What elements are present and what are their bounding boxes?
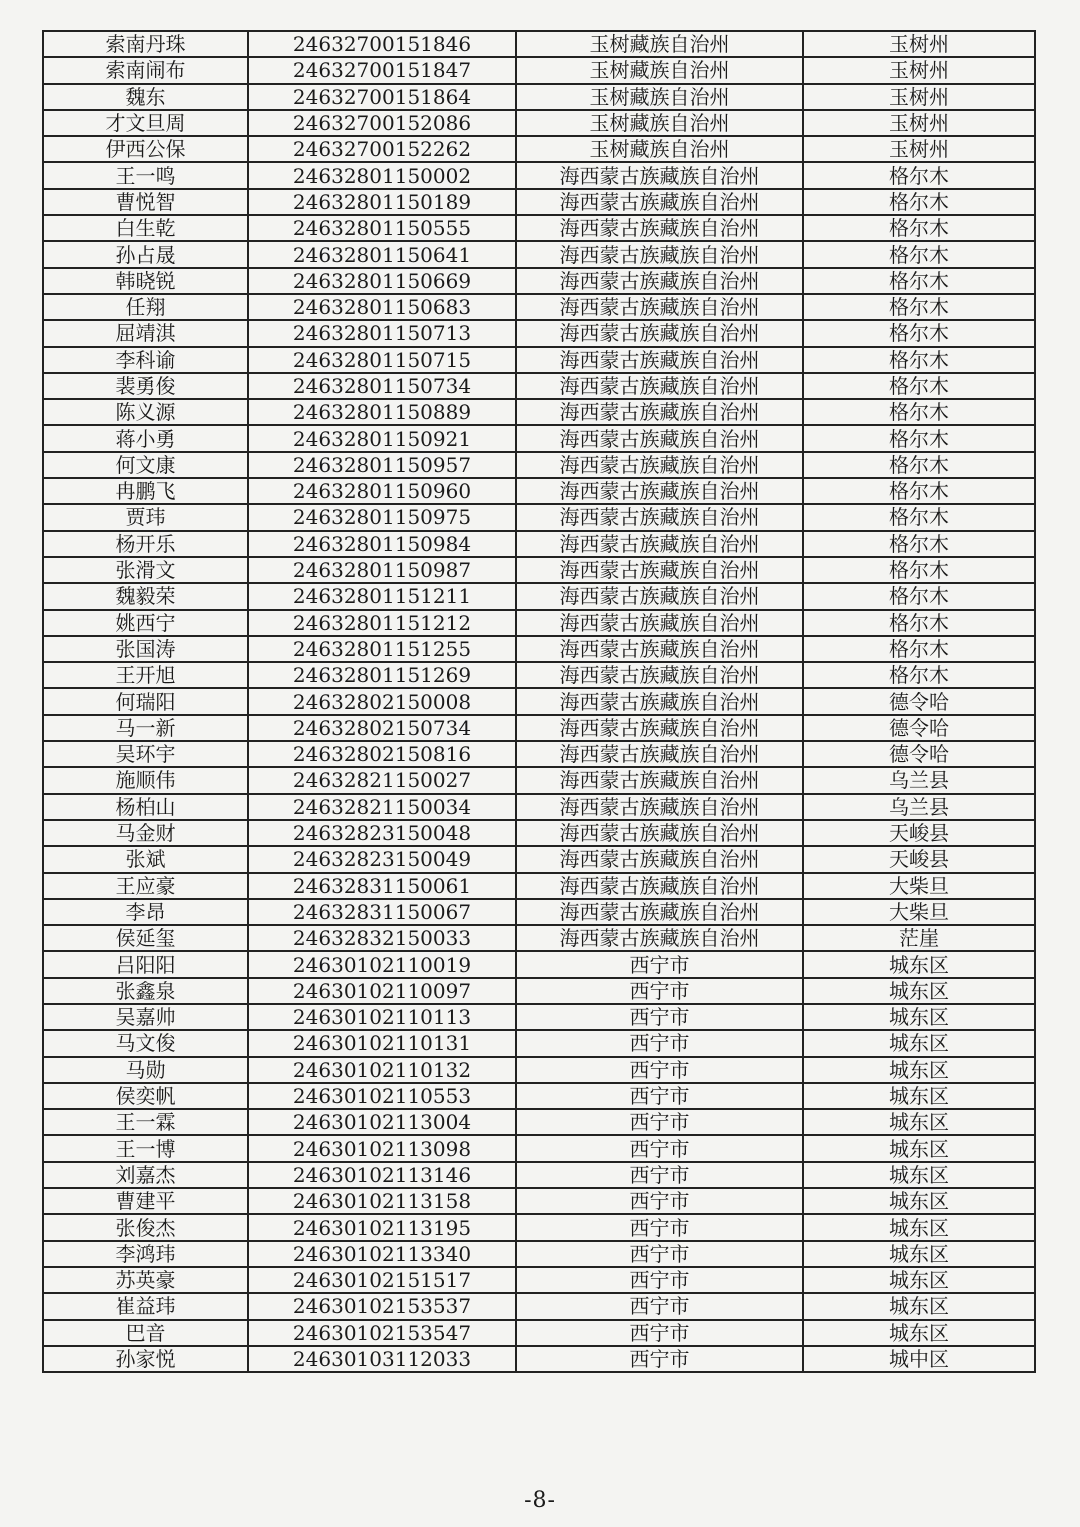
prefecture-cell: 海西蒙古族藏族自治州	[516, 189, 803, 215]
name-cell: 蒋小勇	[43, 425, 248, 451]
table-row	[43, 1162, 1035, 1188]
prefecture-cell: 玉树藏族自治州	[516, 110, 803, 136]
table-row	[43, 636, 1035, 662]
prefecture-cell: 海西蒙古族藏族自治州	[516, 715, 803, 741]
prefecture-cell: 西宁市	[516, 1293, 803, 1319]
name-cell: 侯奕帆	[43, 1083, 248, 1109]
county-cell: 格尔木	[803, 373, 1035, 399]
name-cell: 马勋	[43, 1057, 248, 1083]
county-cell: 城东区	[803, 1293, 1035, 1319]
county-cell: 城东区	[803, 1057, 1035, 1083]
id-cell: 24632801150715	[248, 347, 516, 373]
county-cell: 城东区	[803, 1109, 1035, 1135]
name-cell: 王一霖	[43, 1109, 248, 1135]
table-row	[43, 1030, 1035, 1056]
table-row	[43, 399, 1035, 425]
county-cell: 格尔木	[803, 636, 1035, 662]
id-cell: 24630102153547	[248, 1320, 516, 1346]
county-cell: 格尔木	[803, 347, 1035, 373]
id-cell: 24632801151255	[248, 636, 516, 662]
prefecture-cell: 海西蒙古族藏族自治州	[516, 741, 803, 767]
page-number: -8-	[524, 1488, 556, 1513]
id-cell: 24632801150555	[248, 215, 516, 241]
table-row	[43, 873, 1035, 899]
name-cell: 张斌	[43, 846, 248, 872]
prefecture-cell: 玉树藏族自治州	[516, 57, 803, 83]
county-cell: 格尔木	[803, 504, 1035, 530]
prefecture-cell: 西宁市	[516, 1030, 803, 1056]
table-row	[43, 110, 1035, 136]
county-cell: 乌兰县	[803, 794, 1035, 820]
name-cell: 王一鸣	[43, 162, 248, 188]
prefecture-cell: 西宁市	[516, 1083, 803, 1109]
name-cell: 曹建平	[43, 1188, 248, 1214]
name-cell: 王应豪	[43, 873, 248, 899]
table-row	[43, 1267, 1035, 1293]
table-row	[43, 1241, 1035, 1267]
table-row	[43, 425, 1035, 451]
prefecture-cell: 海西蒙古族藏族自治州	[516, 610, 803, 636]
county-cell: 城东区	[803, 1004, 1035, 1030]
id-cell: 24632821150027	[248, 767, 516, 793]
prefecture-cell: 西宁市	[516, 1162, 803, 1188]
county-cell: 格尔木	[803, 189, 1035, 215]
prefecture-cell: 西宁市	[516, 1241, 803, 1267]
name-cell: 吴环宇	[43, 741, 248, 767]
county-cell: 玉树州	[803, 110, 1035, 136]
id-cell: 24632801150957	[248, 452, 516, 478]
id-cell: 24632700152086	[248, 110, 516, 136]
name-cell: 李昂	[43, 899, 248, 925]
county-cell: 格尔木	[803, 583, 1035, 609]
county-cell: 格尔木	[803, 531, 1035, 557]
name-cell: 冉鹏飞	[43, 478, 248, 504]
table-row	[43, 452, 1035, 478]
name-cell: 魏毅荣	[43, 583, 248, 609]
id-cell: 24632700152262	[248, 136, 516, 162]
id-cell: 24630102113146	[248, 1162, 516, 1188]
table-row	[43, 688, 1035, 714]
county-cell: 格尔木	[803, 320, 1035, 346]
table-row	[43, 504, 1035, 530]
name-cell: 何文康	[43, 452, 248, 478]
table-row	[43, 320, 1035, 346]
county-cell: 格尔木	[803, 557, 1035, 583]
county-cell: 城东区	[803, 1214, 1035, 1240]
county-cell: 天峻县	[803, 820, 1035, 846]
county-cell: 德令哈	[803, 715, 1035, 741]
prefecture-cell: 海西蒙古族藏族自治州	[516, 452, 803, 478]
name-cell: 侯延玺	[43, 925, 248, 951]
id-cell: 24630102113098	[248, 1135, 516, 1161]
name-cell: 王一博	[43, 1135, 248, 1161]
id-cell: 24632823150048	[248, 820, 516, 846]
prefecture-cell: 海西蒙古族藏族自治州	[516, 347, 803, 373]
county-cell: 格尔木	[803, 478, 1035, 504]
prefecture-cell: 海西蒙古族藏族自治州	[516, 241, 803, 267]
county-cell: 格尔木	[803, 610, 1035, 636]
id-cell: 24632700151847	[248, 57, 516, 83]
id-cell: 24630102113158	[248, 1188, 516, 1214]
prefecture-cell: 海西蒙古族藏族自治州	[516, 294, 803, 320]
id-cell: 24632832150033	[248, 925, 516, 951]
name-cell: 马一新	[43, 715, 248, 741]
table-row	[43, 1083, 1035, 1109]
id-cell: 24630103112033	[248, 1346, 516, 1372]
table-row	[43, 1214, 1035, 1240]
id-cell: 24630102110019	[248, 951, 516, 977]
county-cell: 格尔木	[803, 399, 1035, 425]
county-cell: 城东区	[803, 978, 1035, 1004]
table-row	[43, 162, 1035, 188]
name-cell: 李科谕	[43, 347, 248, 373]
county-cell: 城东区	[803, 951, 1035, 977]
id-cell: 24632801151212	[248, 610, 516, 636]
prefecture-cell: 西宁市	[516, 1188, 803, 1214]
table-row	[43, 1188, 1035, 1214]
id-cell: 24632801150734	[248, 373, 516, 399]
id-cell: 24632823150049	[248, 846, 516, 872]
county-cell: 城东区	[803, 1030, 1035, 1056]
name-cell: 才文旦周	[43, 110, 248, 136]
table-row	[43, 84, 1035, 110]
candidate-table	[42, 30, 1036, 1373]
table-row	[43, 846, 1035, 872]
county-cell: 城东区	[803, 1162, 1035, 1188]
table-row	[43, 820, 1035, 846]
name-cell: 孙占晟	[43, 241, 248, 267]
county-cell: 玉树州	[803, 57, 1035, 83]
name-cell: 杨开乐	[43, 531, 248, 557]
table-row	[43, 610, 1035, 636]
county-cell: 德令哈	[803, 741, 1035, 767]
county-cell: 格尔木	[803, 268, 1035, 294]
table-row	[43, 794, 1035, 820]
county-cell: 格尔木	[803, 662, 1035, 688]
county-cell: 城东区	[803, 1320, 1035, 1346]
name-cell: 崔益玮	[43, 1293, 248, 1319]
county-cell: 乌兰县	[803, 767, 1035, 793]
prefecture-cell: 西宁市	[516, 1214, 803, 1240]
prefecture-cell: 海西蒙古族藏族自治州	[516, 846, 803, 872]
table-row	[43, 531, 1035, 557]
prefecture-cell: 西宁市	[516, 1004, 803, 1030]
prefecture-cell: 海西蒙古族藏族自治州	[516, 583, 803, 609]
name-cell: 张鑫泉	[43, 978, 248, 1004]
name-cell: 巴音	[43, 1320, 248, 1346]
id-cell: 24632801150960	[248, 478, 516, 504]
table-row	[43, 268, 1035, 294]
table-row	[43, 767, 1035, 793]
county-cell: 格尔木	[803, 241, 1035, 267]
id-cell: 24630102151517	[248, 1267, 516, 1293]
county-cell: 德令哈	[803, 688, 1035, 714]
table-row	[43, 557, 1035, 583]
county-cell: 城中区	[803, 1346, 1035, 1372]
id-cell: 24632801151269	[248, 662, 516, 688]
id-cell: 24632700151846	[248, 31, 516, 57]
name-cell: 屈靖淇	[43, 320, 248, 346]
prefecture-cell: 西宁市	[516, 978, 803, 1004]
county-cell: 大柴旦	[803, 873, 1035, 899]
id-cell: 24632821150034	[248, 794, 516, 820]
id-cell: 24630102110131	[248, 1030, 516, 1056]
prefecture-cell: 海西蒙古族藏族自治州	[516, 268, 803, 294]
table-row	[43, 294, 1035, 320]
name-cell: 曹悦智	[43, 189, 248, 215]
name-cell: 张国涛	[43, 636, 248, 662]
prefecture-cell: 海西蒙古族藏族自治州	[516, 820, 803, 846]
prefecture-cell: 西宁市	[516, 1320, 803, 1346]
id-cell: 24630102153537	[248, 1293, 516, 1319]
name-cell: 刘嘉杰	[43, 1162, 248, 1188]
name-cell: 贾玮	[43, 504, 248, 530]
table-row	[43, 215, 1035, 241]
prefecture-cell: 海西蒙古族藏族自治州	[516, 531, 803, 557]
name-cell: 魏东	[43, 84, 248, 110]
table-row	[43, 1135, 1035, 1161]
id-cell: 24632801150641	[248, 241, 516, 267]
id-cell: 24632801150921	[248, 425, 516, 451]
prefecture-cell: 海西蒙古族藏族自治州	[516, 162, 803, 188]
name-cell: 吕阳阳	[43, 951, 248, 977]
table-row	[43, 951, 1035, 977]
table-row	[43, 1109, 1035, 1135]
id-cell: 24632802150008	[248, 688, 516, 714]
name-cell: 姚西宁	[43, 610, 248, 636]
county-cell: 城东区	[803, 1267, 1035, 1293]
name-cell: 陈义源	[43, 399, 248, 425]
candidate-table-body	[43, 31, 1035, 1372]
name-cell: 马文俊	[43, 1030, 248, 1056]
table-row	[43, 662, 1035, 688]
id-cell: 24630102110097	[248, 978, 516, 1004]
table-row	[43, 715, 1035, 741]
name-cell: 张俊杰	[43, 1214, 248, 1240]
id-cell: 24632801150987	[248, 557, 516, 583]
table-row	[43, 899, 1035, 925]
prefecture-cell: 玉树藏族自治州	[516, 84, 803, 110]
name-cell: 吴嘉帅	[43, 1004, 248, 1030]
county-cell: 格尔木	[803, 294, 1035, 320]
prefecture-cell: 海西蒙古族藏族自治州	[516, 899, 803, 925]
prefecture-cell: 玉树藏族自治州	[516, 31, 803, 57]
prefecture-cell: 海西蒙古族藏族自治州	[516, 557, 803, 583]
prefecture-cell: 西宁市	[516, 951, 803, 977]
county-cell: 玉树州	[803, 84, 1035, 110]
id-cell: 24630102113195	[248, 1214, 516, 1240]
prefecture-cell: 玉树藏族自治州	[516, 136, 803, 162]
prefecture-cell: 西宁市	[516, 1109, 803, 1135]
name-cell: 施顺伟	[43, 767, 248, 793]
id-cell: 24632801151211	[248, 583, 516, 609]
county-cell: 格尔木	[803, 215, 1035, 241]
table-row	[43, 583, 1035, 609]
name-cell: 伊西公保	[43, 136, 248, 162]
name-cell: 苏英豪	[43, 1267, 248, 1293]
county-cell: 城东区	[803, 1083, 1035, 1109]
id-cell: 24632801150669	[248, 268, 516, 294]
county-cell: 玉树州	[803, 136, 1035, 162]
prefecture-cell: 海西蒙古族藏族自治州	[516, 425, 803, 451]
county-cell: 大柴旦	[803, 899, 1035, 925]
prefecture-cell: 西宁市	[516, 1135, 803, 1161]
id-cell: 24632801150975	[248, 504, 516, 530]
county-cell: 格尔木	[803, 425, 1035, 451]
id-cell: 24630102110113	[248, 1004, 516, 1030]
table-row	[43, 1293, 1035, 1319]
id-cell: 24632801150189	[248, 189, 516, 215]
name-cell: 韩晓锐	[43, 268, 248, 294]
prefecture-cell: 海西蒙古族藏族自治州	[516, 662, 803, 688]
prefecture-cell: 海西蒙古族藏族自治州	[516, 688, 803, 714]
county-cell: 天峻县	[803, 846, 1035, 872]
name-cell: 索南丹珠	[43, 31, 248, 57]
table-row	[43, 136, 1035, 162]
id-cell: 24632802150816	[248, 741, 516, 767]
prefecture-cell: 海西蒙古族藏族自治州	[516, 794, 803, 820]
id-cell: 24632700151864	[248, 84, 516, 110]
name-cell: 任翔	[43, 294, 248, 320]
name-cell: 白生乾	[43, 215, 248, 241]
table-row	[43, 189, 1035, 215]
table-row	[43, 241, 1035, 267]
prefecture-cell: 海西蒙古族藏族自治州	[516, 767, 803, 793]
name-cell: 张滑文	[43, 557, 248, 583]
table-row	[43, 57, 1035, 83]
name-cell: 孙家悦	[43, 1346, 248, 1372]
table-row	[43, 1320, 1035, 1346]
prefecture-cell: 海西蒙古族藏族自治州	[516, 373, 803, 399]
name-cell: 马金财	[43, 820, 248, 846]
county-cell: 城东区	[803, 1188, 1035, 1214]
table-row	[43, 373, 1035, 399]
name-cell: 裴勇俊	[43, 373, 248, 399]
prefecture-cell: 西宁市	[516, 1267, 803, 1293]
prefecture-cell: 海西蒙古族藏族自治州	[516, 215, 803, 241]
id-cell: 24632801150683	[248, 294, 516, 320]
id-cell: 24632802150734	[248, 715, 516, 741]
id-cell: 24632801150002	[248, 162, 516, 188]
id-cell: 24630102110553	[248, 1083, 516, 1109]
id-cell: 24630102113340	[248, 1241, 516, 1267]
name-cell: 杨柏山	[43, 794, 248, 820]
id-cell: 24632801150713	[248, 320, 516, 346]
table-row	[43, 347, 1035, 373]
table-row	[43, 1346, 1035, 1372]
table-row	[43, 978, 1035, 1004]
prefecture-cell: 海西蒙古族藏族自治州	[516, 320, 803, 346]
table-row	[43, 31, 1035, 57]
county-cell: 城东区	[803, 1135, 1035, 1161]
county-cell: 茫崖	[803, 925, 1035, 951]
id-cell: 24632801150889	[248, 399, 516, 425]
table-row	[43, 478, 1035, 504]
prefecture-cell: 西宁市	[516, 1057, 803, 1083]
table-row	[43, 925, 1035, 951]
table-row	[43, 1004, 1035, 1030]
id-cell: 24630102110132	[248, 1057, 516, 1083]
prefecture-cell: 海西蒙古族藏族自治州	[516, 636, 803, 662]
prefecture-cell: 海西蒙古族藏族自治州	[516, 925, 803, 951]
prefecture-cell: 海西蒙古族藏族自治州	[516, 873, 803, 899]
prefecture-cell: 海西蒙古族藏族自治州	[516, 399, 803, 425]
name-cell: 李鸿玮	[43, 1241, 248, 1267]
name-cell: 索南闹布	[43, 57, 248, 83]
id-cell: 24632801150984	[248, 531, 516, 557]
id-cell: 24632831150067	[248, 899, 516, 925]
county-cell: 城东区	[803, 1241, 1035, 1267]
table-row	[43, 741, 1035, 767]
name-cell: 何瑞阳	[43, 688, 248, 714]
prefecture-cell: 西宁市	[516, 1346, 803, 1372]
prefecture-cell: 海西蒙古族藏族自治州	[516, 504, 803, 530]
table-row	[43, 1057, 1035, 1083]
id-cell: 24630102113004	[248, 1109, 516, 1135]
county-cell: 玉树州	[803, 31, 1035, 57]
prefecture-cell: 海西蒙古族藏族自治州	[516, 478, 803, 504]
name-cell: 王开旭	[43, 662, 248, 688]
county-cell: 格尔木	[803, 452, 1035, 478]
county-cell: 格尔木	[803, 162, 1035, 188]
id-cell: 24632831150061	[248, 873, 516, 899]
